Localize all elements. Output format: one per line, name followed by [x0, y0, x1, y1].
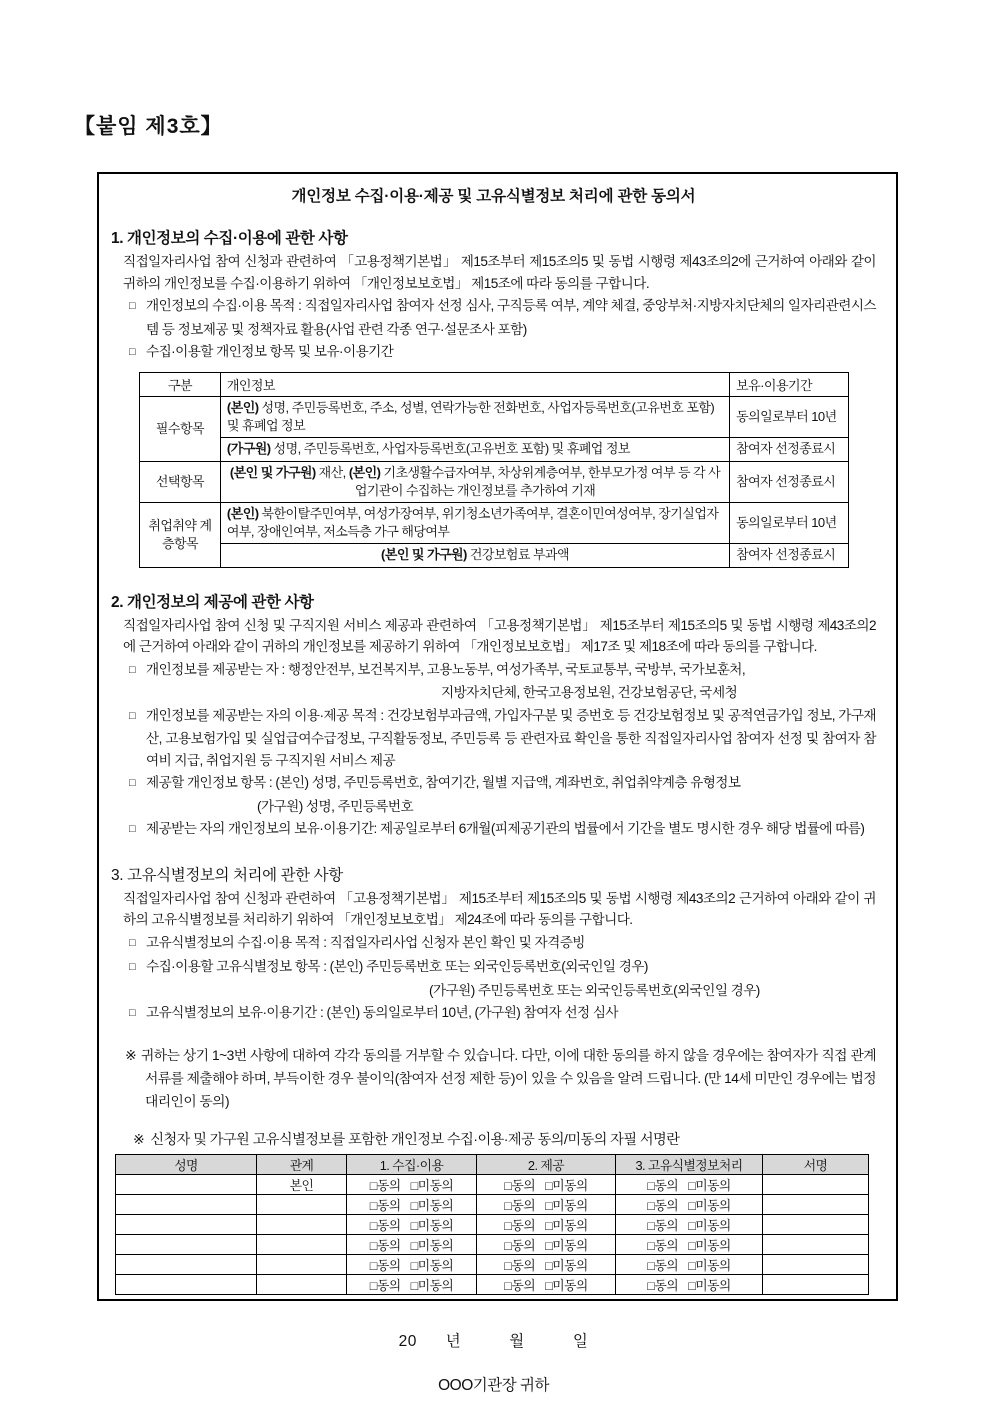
section3-heading: 3. 고유식별정보의 처리에 관한 사항	[111, 866, 343, 884]
collect-consent-cell	[347, 1254, 477, 1274]
square-bullet-icon: □	[129, 823, 136, 835]
agree-checkbox[interactable]: □동의	[504, 1237, 536, 1253]
agree-checkbox[interactable]: □동의	[647, 1277, 679, 1293]
signature-table	[115, 1154, 869, 1295]
col-header-relation: 관계	[257, 1154, 347, 1174]
section2-bullet-period: □ 제공받는 자의 개인정보의 보유·이용기간: 제공일로부터 6개월(피제공기관의 법률에서 기간을 별도 명시한 경우 해당 법률에 따름)	[129, 818, 876, 842]
optional-items: (본인 및 가구원) 재산, (본인) 기초생활수급자여부, 차상위계층여부, 한부모가정 여부 등 각 사업기관이 수집하는 개인정보를 추가하여 기재	[220, 461, 729, 502]
disagree-checkbox[interactable]: □미동의	[688, 1277, 731, 1293]
signature-row	[116, 1234, 869, 1254]
agree-checkbox[interactable]: □동의	[647, 1217, 679, 1233]
disagree-checkbox[interactable]: □미동의	[545, 1237, 588, 1253]
category-optional: 선택항목	[140, 461, 221, 502]
vulnerable-self-items: (본인) 북한이탈주민여부, 여성가장여부, 위기청소년가족여부, 결혼이민여성여부, 장기실업자여부, 장애인여부, 저소득층 가구 해당여부	[220, 502, 729, 543]
date-line: 20 년 월 일	[398, 1332, 589, 1350]
section3-bullet-purpose: □ 고유식별정보의 수집·이용 목적 : 직접일자리사업 신청자 본인 확인 및 자격증빙	[129, 932, 876, 956]
agree-checkbox[interactable]: □동의	[369, 1257, 401, 1273]
provide-consent-cell	[477, 1234, 616, 1254]
disagree-checkbox[interactable]: □미동의	[410, 1257, 454, 1273]
required-self-items: (본인) 성명, 주민등록번호, 주소, 성별, 연락가능한 전화번호, 사업자등록번호(고유번호 포함) 및 휴폐업 정보	[220, 396, 729, 437]
table-row	[140, 437, 849, 461]
relation-cell: 본인	[257, 1174, 347, 1194]
relation-input-cell[interactable]	[257, 1214, 347, 1234]
table-row	[140, 396, 849, 437]
disagree-checkbox[interactable]: □미동의	[410, 1237, 454, 1253]
provide-consent-cell	[477, 1214, 616, 1234]
col-header-collect-use: 1. 수집·이용	[347, 1154, 477, 1174]
provide-consent-cell	[477, 1174, 616, 1194]
section-collection-use	[111, 226, 876, 568]
agree-checkbox[interactable]: □동의	[369, 1217, 401, 1233]
signature-cell[interactable]	[763, 1174, 869, 1194]
square-bullet-icon: □	[129, 1007, 136, 1019]
agree-checkbox[interactable]: □동의	[504, 1177, 536, 1193]
col-header-name: 성명	[116, 1154, 257, 1174]
section1-bullet-items: □ 수집·이용할 개인정보 항목 및 보유·이용기간	[129, 341, 876, 365]
col-header-unique-id: 3. 고유식별정보처리	[616, 1154, 763, 1174]
signature-header-row	[116, 1154, 869, 1174]
agree-checkbox[interactable]: □동의	[647, 1237, 679, 1253]
refusal-note: ※ 귀하는 상기 1~3번 사항에 대하여 각각 동의를 거부할 수 있습니다. 다만, 이에 대한 동의를 하지 않을 경우에는 참여자가 직접 관계서류를 제출해야 하며, 부득이한 경우 불이익(참여자 선정 제한 등)이 있을 수 있음을 알려 드립니다. (만 14세 미만인 경우에는 법정대리인이 동의)	[125, 1044, 876, 1113]
disagree-checkbox[interactable]: □미동의	[410, 1217, 454, 1233]
section2-bullet-purpose: □ 개인정보를 제공받는 자의 이용·제공 목적 : 건강보험부과금액, 가입자구분 및 증번호 등 건강보험정보 및 공적연금가입 정보, 가구재산, 고용보험가입 및 실업급여수급정보, 구직활동정보, 주민등록 등 관련자료 확인을 통한 직접일자리사업 참여자 선정 및 참여자 참여비 지급, 취업지원 등 구직지원 서비스 제공	[129, 707, 876, 768]
unique-consent-cell	[616, 1234, 763, 1254]
agree-checkbox[interactable]: □동의	[647, 1177, 679, 1193]
agree-checkbox[interactable]: □동의	[647, 1257, 679, 1273]
signature-row	[116, 1194, 869, 1214]
square-bullet-icon: □	[129, 709, 136, 722]
unique-consent-cell	[616, 1194, 763, 1214]
name-input-cell[interactable]	[116, 1274, 257, 1294]
personal-info-table	[139, 372, 849, 568]
signature-row	[116, 1274, 869, 1294]
disagree-checkbox[interactable]: □미동의	[545, 1257, 588, 1273]
disagree-checkbox[interactable]: □미동의	[545, 1197, 588, 1213]
agree-checkbox[interactable]: □동의	[504, 1277, 536, 1293]
square-bullet-icon: □	[129, 777, 136, 789]
agree-checkbox[interactable]: □동의	[369, 1237, 401, 1253]
collect-consent-cell	[347, 1174, 477, 1194]
section3-intro: 직접일자리사업 참여 신청과 관련하여 「고용정책기본법」 제15조부터 제15조의5 및 동법 시행령 제43조의2 근거하여 아래와 같이 귀하의 고유식별정보를 처리하기 위하여 「개인정보보호법」 제24조에 따라 동의를 구합니다.	[123, 890, 876, 927]
period-cell: 동의일로부터 10년	[730, 396, 849, 437]
reference-mark-icon: ※	[133, 1131, 145, 1148]
name-input-cell[interactable]	[116, 1214, 257, 1234]
section3-items-cont: (가구원) 주민등록번호 또는 외국인등록번호(외국인일 경우)	[429, 982, 760, 998]
collect-consent-cell	[347, 1194, 477, 1214]
disagree-checkbox[interactable]: □미동의	[410, 1177, 454, 1193]
disagree-checkbox[interactable]: □미동의	[688, 1177, 731, 1193]
disagree-checkbox[interactable]: □미동의	[545, 1277, 588, 1293]
section2-intro: 직접일자리사업 참여 신청 및 구직지원 서비스 제공과 관련하여 「고용정책기본법」 제15조부터 제15조의5 및 동법 시행령 제43조의2에 근거하여 아래와 같이 귀하의 개인정보를 제공하기 위하여 「개인정보보호법」 제17조 및 제18조에 따라 동의를 구합니다.	[123, 617, 876, 654]
period-cell: 참여자 선정종료시	[730, 543, 849, 567]
square-bullet-icon: □	[129, 663, 136, 676]
section2-recipients-cont: 지방자치단체, 한국고용정보원, 건강보험공단, 국세청	[441, 685, 738, 700]
section1-bullet-purpose: □ 개인정보의 수집·이용 목적 : 직접일자리사업 참여자 선정 심사, 구직등록 여부, 계약 체결, 중앙부처·지방자치단체의 일자리관련시스템 등 정보제공 및 정책자료 활용(사업 관련 각종 연구·설문조사 포함)	[129, 298, 876, 337]
section2-items-cont: (가구원) 성명, 주민등록번호	[257, 798, 414, 814]
unique-consent-cell	[616, 1274, 763, 1294]
relation-input-cell[interactable]	[257, 1194, 347, 1214]
section1-intro: 직접일자리사업 참여 신청과 관련하여 「고용정책기본법」 제15조부터 제15조의5 및 동법 시행령 제43조의2에 근거하여 아래와 같이 귀하의 개인정보를 수집·이용하기 위하여 「개인정보보호법」 제15조에 따라 동의를 구합니다.	[123, 254, 876, 291]
section3-bullet-period: □ 고유식별정보의 보유·이용기간 : (본인) 동의일로부터 10년, (가구원) 참여자 선정 심사	[129, 1002, 876, 1026]
square-bullet-icon: □	[129, 346, 136, 358]
disagree-checkbox[interactable]: □미동의	[545, 1217, 588, 1233]
name-input-cell[interactable]	[116, 1194, 257, 1214]
square-bullet-icon: □	[129, 961, 136, 973]
table-row	[140, 543, 849, 567]
section2-bullet-recipients: □ 개인정보를 제공받는 자 : 행정안전부, 보건복지부, 고용노동부, 여성가족부, 국토교통부, 국방부, 국가보훈처,	[129, 659, 876, 683]
table-header-row	[140, 372, 849, 396]
agree-checkbox[interactable]: □동의	[504, 1257, 536, 1273]
section3-bullet-items: □ 수집·이용할 고유식별정보 항목 : (본인) 주민등록번호 또는 외국인등록번호(외국인일 경우)	[129, 956, 876, 980]
signature-cell[interactable]	[763, 1194, 869, 1214]
col-header-period: 보유·이용기간	[730, 372, 849, 396]
reference-mark-icon: ※	[125, 1047, 137, 1063]
disagree-checkbox[interactable]: □미동의	[688, 1217, 731, 1233]
period-cell: 참여자 선정종료시	[730, 461, 849, 502]
agree-checkbox[interactable]: □동의	[369, 1177, 401, 1193]
square-bullet-icon: □	[129, 300, 136, 312]
name-input-cell[interactable]	[116, 1254, 257, 1274]
disagree-checkbox[interactable]: □미동의	[688, 1257, 731, 1273]
relation-input-cell[interactable]	[257, 1234, 347, 1254]
collect-consent-cell	[347, 1214, 477, 1234]
col-header-signature: 서명	[763, 1154, 869, 1174]
section2-bullet-items: □ 제공할 개인정보 항목 : (본인) 성명, 주민등록번호, 참여기간, 월별 지급액, 계좌번호, 취업취약계층 유형정보	[129, 772, 876, 796]
signature-cell[interactable]	[763, 1274, 869, 1294]
col-header-category: 구분	[140, 372, 221, 396]
signature-row	[116, 1254, 869, 1274]
provide-consent-cell	[477, 1274, 616, 1294]
section1-heading: 1. 개인정보의 수집·이용에 관한 사항	[111, 230, 348, 247]
disagree-checkbox[interactable]: □미동의	[410, 1197, 454, 1213]
disagree-checkbox[interactable]: □미동의	[688, 1237, 731, 1253]
period-cell: 동의일로부터 10년	[730, 502, 849, 543]
required-household-items: (가구원) 성명, 주민등록번호, 사업자등록번호(고유번호 포함) 및 휴폐업 정보	[220, 437, 729, 461]
vulnerable-premium-item: (본인 및 가구원) 건강보험료 부과액	[220, 543, 729, 567]
section2-heading: 2. 개인정보의 제공에 관한 사항	[111, 593, 314, 611]
signature-row	[116, 1174, 869, 1194]
unique-consent-cell	[616, 1174, 763, 1194]
addressee-line: OOO기관장 귀하	[438, 1376, 549, 1394]
category-required: 필수항목	[140, 396, 221, 461]
agree-checkbox[interactable]: □동의	[369, 1277, 401, 1293]
unique-consent-cell	[616, 1254, 763, 1274]
agree-checkbox[interactable]: □동의	[647, 1197, 679, 1213]
col-header-info: 개인정보	[220, 372, 729, 396]
col-header-provide: 2. 제공	[477, 1154, 616, 1174]
signature-cell[interactable]	[763, 1214, 869, 1234]
square-bullet-icon: □	[129, 936, 136, 949]
unique-consent-cell	[616, 1214, 763, 1234]
signature-cell[interactable]	[763, 1234, 869, 1254]
signature-table-caption: ※ 신청자 및 가구원 고유식별정보를 포함한 개인정보 수집·이용·제공 동의/미동의 자필 서명란	[133, 1131, 680, 1148]
consent-form-box	[97, 172, 898, 1394]
provide-consent-cell	[477, 1254, 616, 1274]
collect-consent-cell	[347, 1234, 477, 1254]
table-row	[140, 461, 849, 502]
period-cell: 참여자 선정종료시	[730, 437, 849, 461]
provide-consent-cell	[477, 1194, 616, 1214]
table-row	[140, 502, 849, 543]
attachment-label: 【붙임 제3호】	[74, 115, 223, 138]
section-provision	[111, 590, 876, 842]
collect-consent-cell	[347, 1274, 477, 1294]
form-title: 개인정보 수집·이용·제공 및 고유식별정보 처리에 관한 동의서	[291, 188, 696, 205]
agree-checkbox[interactable]: □동의	[504, 1197, 536, 1213]
disagree-checkbox[interactable]: □미동의	[545, 1177, 588, 1193]
section-unique-id	[111, 863, 876, 1026]
relation-input-cell[interactable]	[257, 1274, 347, 1294]
agree-checkbox[interactable]: □동의	[369, 1197, 401, 1213]
signature-row	[116, 1214, 869, 1234]
disagree-checkbox[interactable]: □미동의	[688, 1197, 731, 1213]
relation-input-cell[interactable]	[257, 1254, 347, 1274]
signature-cell[interactable]	[763, 1254, 869, 1274]
name-input-cell[interactable]	[116, 1234, 257, 1254]
disagree-checkbox[interactable]: □미동의	[410, 1277, 454, 1293]
category-vulnerable: 취업취약 계층항목	[140, 502, 221, 567]
agree-checkbox[interactable]: □동의	[504, 1217, 536, 1233]
name-input-cell[interactable]	[116, 1174, 257, 1194]
